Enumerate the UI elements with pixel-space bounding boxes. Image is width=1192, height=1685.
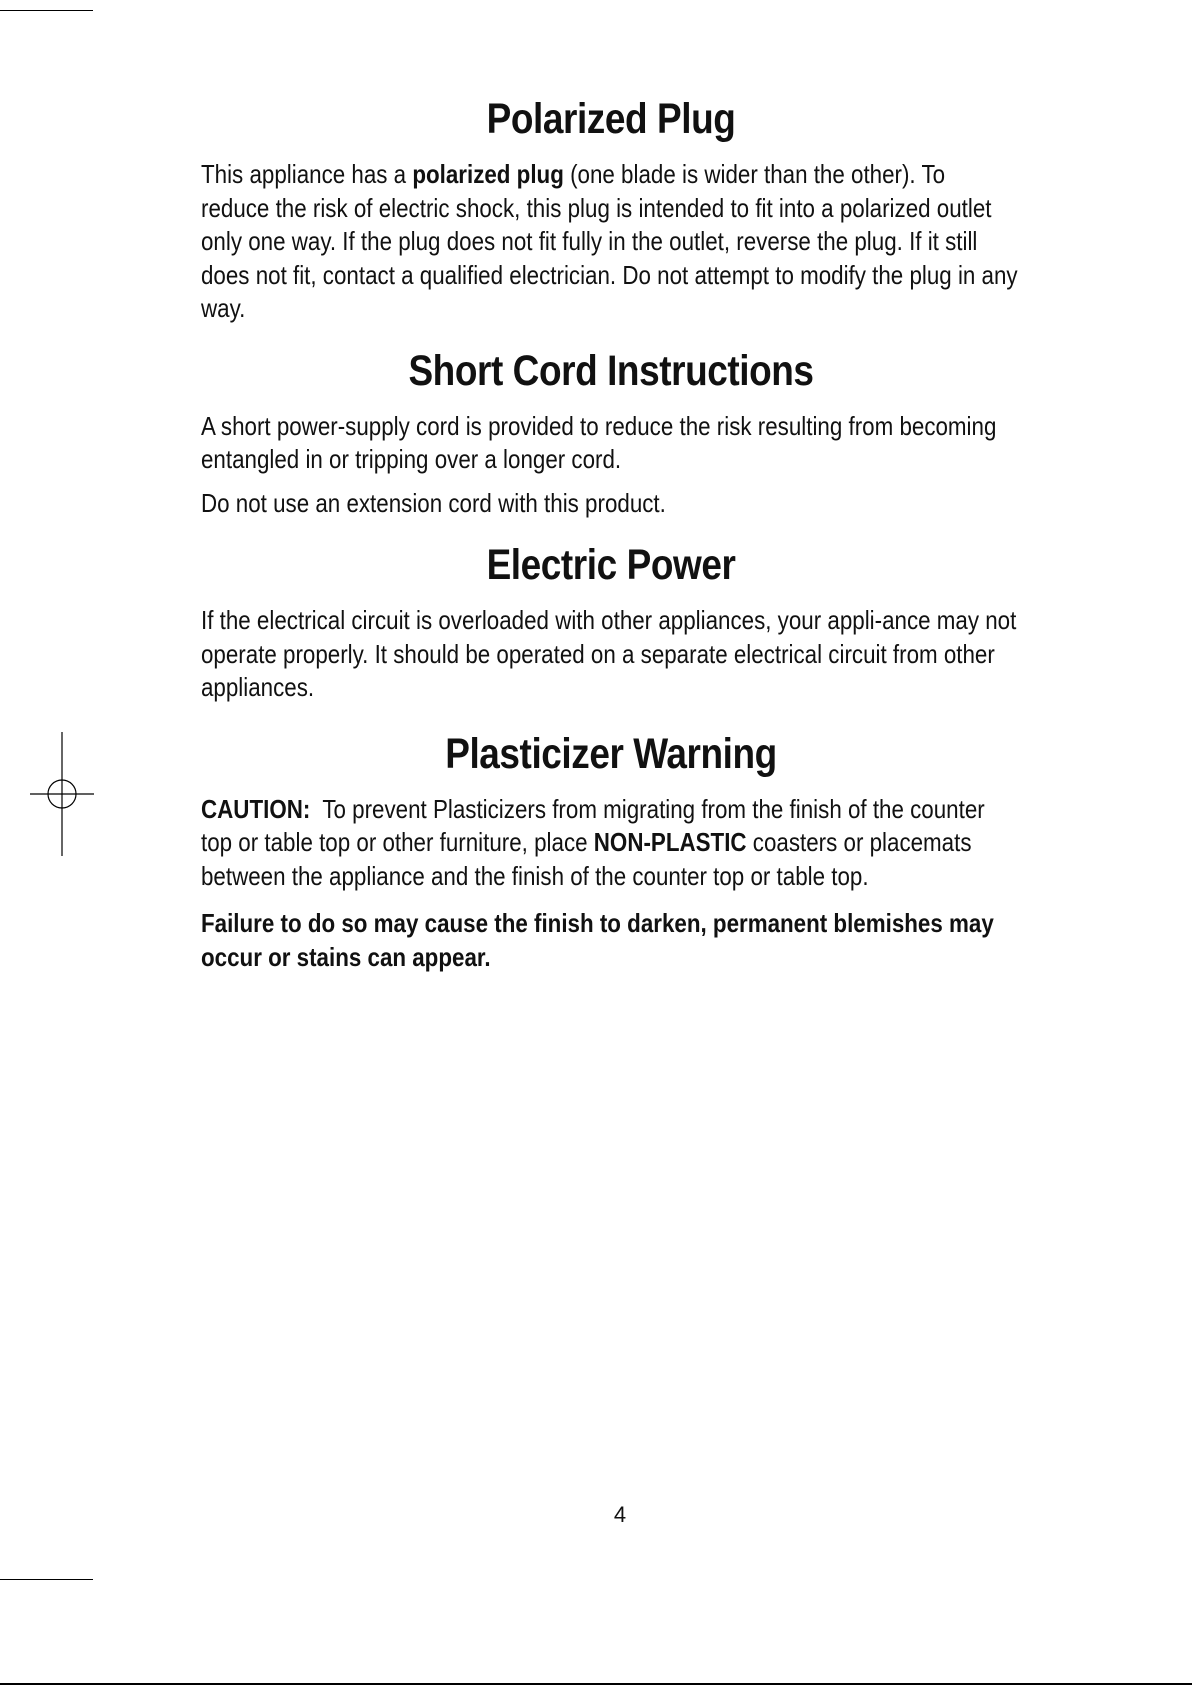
short-cord-paragraph-2: Do not use an extension cord with this product.	[201, 487, 666, 518]
bold-term-non-plastic: NON-PLASTIC	[593, 827, 747, 857]
crop-mark-top	[0, 10, 93, 11]
electric-power-paragraph: If the electrical circuit is overloaded with other appliances, your appli-ance may not operate properly. It should be operated on a separate electrical circuit from other appliances.	[201, 605, 1017, 702]
text-run: To prevent Plasticizers from migrating from the finish of the counter top or table top or other furniture, place	[201, 793, 991, 857]
document-content	[201, 92, 1021, 974]
plasticizer-warning-bold	[201, 907, 1019, 974]
text-run: coasters or placemats between the appliance and the finish of the counter top or table top.	[201, 827, 972, 891]
caution-label: CAUTION:	[201, 793, 311, 824]
section-heading-electric-power: Electric Power	[486, 541, 736, 589]
bold-term-polarized-plug: polarized plug	[412, 159, 564, 189]
section-heading-polarized-plug: Polarized Plug	[486, 95, 736, 143]
plasticizer-paragraph	[201, 793, 1019, 894]
registration-mark-icon	[30, 732, 94, 856]
text-run: (one blade is wider than the other). To reduce the risk of electric shock, this plug is intended to fit into a polarized outlet only one way. If the plug does not fit fully in the outlet, reverse the plug. If it still does not fit, contact a qualified electrician. Do not attempt to modify the plug in any way.	[201, 159, 1018, 323]
warning-text: Failure to do so may cause the finish to darken, permanent blemishes may occur or stains can appear.	[201, 908, 994, 972]
polarized-plug-paragraph	[201, 158, 1019, 326]
page-number: 4	[613, 1502, 627, 1527]
crop-mark-bottom	[0, 1579, 93, 1580]
short-cord-paragraph-1: A short power-supply cord is provided to reduce the risk resulting from becoming entangled in or tripping over a longer cord.	[201, 410, 997, 474]
text-run: This appliance has a	[201, 159, 413, 189]
section-heading-plasticizer-warning: Plasticizer Warning	[445, 729, 777, 778]
section-heading-short-cord: Short Cord Instructions	[408, 346, 814, 395]
